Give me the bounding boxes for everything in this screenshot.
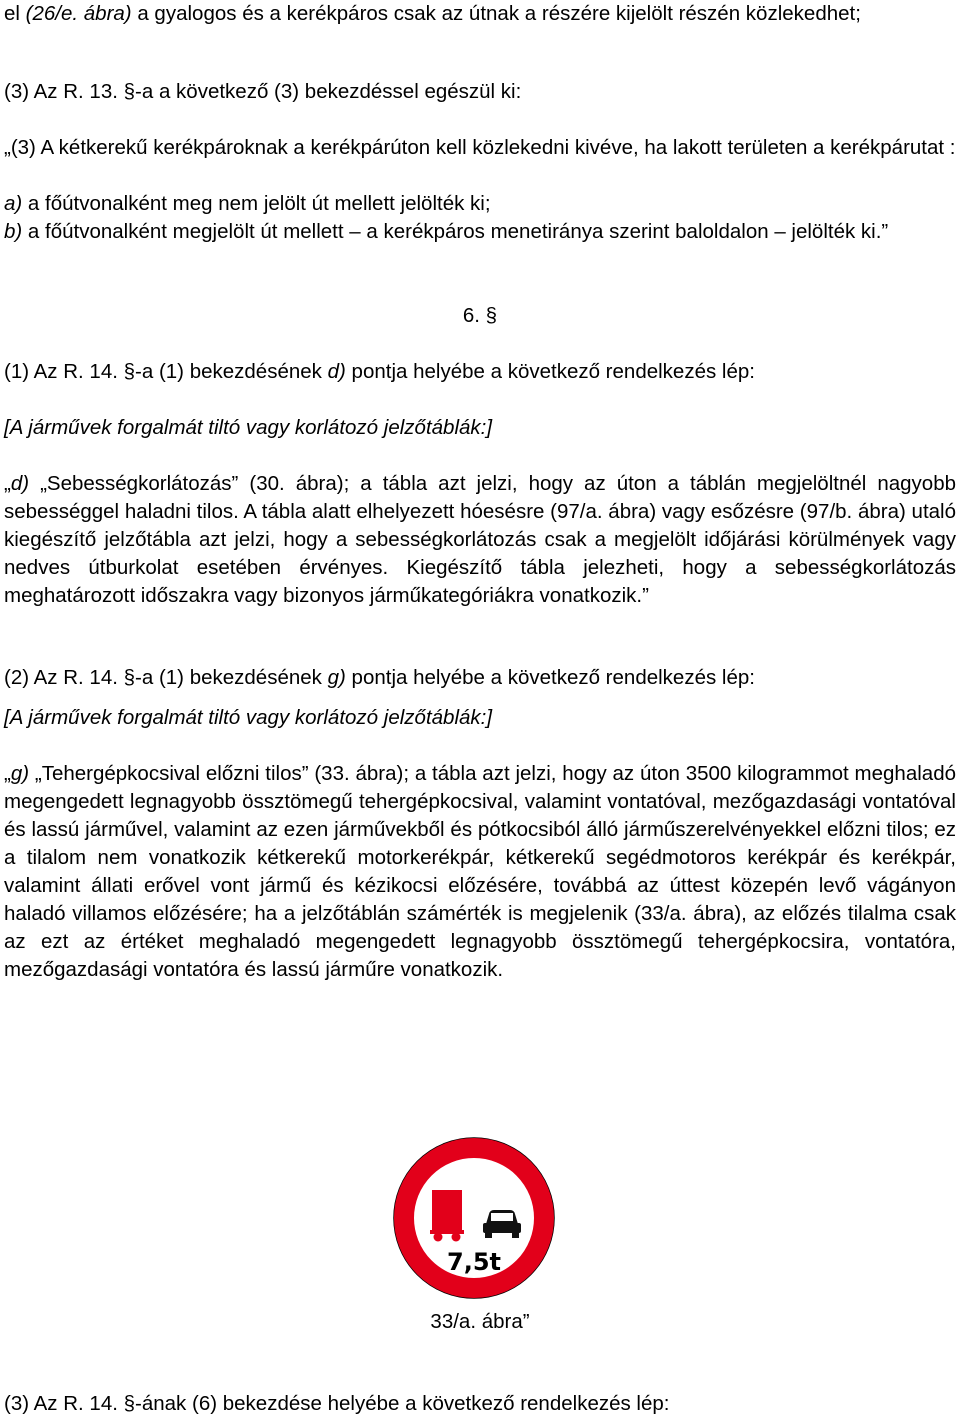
- paragraph-6-1: (1) Az R. 14. §-a (1) bekezdésének d) pontja helyébe a következő rendelkezés lép:: [4, 360, 755, 383]
- no-overtaking-trucks-sign: [388, 1132, 560, 1304]
- bracket-heading-1: [A járművek forgalmát tiltó vagy korlátozó jelzőtáblák:]: [4, 416, 493, 439]
- paragraph-6-3: (3) Az R. 14. §-ának (6) bekezdése helyébe a következő rendelkezés lép:: [4, 1392, 670, 1415]
- traffic-sign-icon: [388, 1132, 560, 1304]
- paragraph-continuation: el (26/e. ábra) a gyalogos és a kerékpáros csak az útnak a részére kijelölt részén közlekedhet;: [4, 2, 861, 25]
- paragraph-6-2: (2) Az R. 14. §-a (1) bekezdésének g) pontja helyébe a következő rendelkezés lép:: [4, 666, 755, 689]
- paragraph-speed-limit: „d) „Sebességkorlátozás” (30. ábra); a tábla azt jelzi, hogy az úton a táblán megjelöltnél nagyobb sebességgel haladni tilos. A tábla alatt elhelyezett hóesésre (97/a. ábra) vagy esőzésre (97/b. ábra) utaló kiegészítő jelzőtábla azt jelzi, hogy a sebességkorlátozás csak a megjelölt időjárási körülmények vagy nedves útburkolat esetében érvényes. Kiegészítő tábla jelezheti, hogy a sebességkorlátozás meghatározott időszakra vagy bizonyos járműkategóriákra vonatkozik.”: [4, 472, 956, 607]
- paragraph-amendment-13: (3) Az R. 13. §-a a következő (3) bekezdéssel egészül ki:: [4, 80, 522, 103]
- figure-caption: 33/a. ábra”: [430, 1310, 530, 1333]
- list-item-b: b) a főútvonalként megjelölt út mellett – a kerékpáros menetiránya szerint baloldalon – jelölték ki.”: [4, 220, 889, 243]
- paragraph-quote-3: „(3) A kétkerekű kerékpároknak a kerékpárúton kell közlekedni kivéve, ha lakott területen a kerékpárutat :: [4, 136, 956, 159]
- bracket-heading-2: [A járművek forgalmát tiltó vagy korlátozó jelzőtáblák:]: [4, 706, 493, 729]
- section-heading: 6. §: [462, 304, 498, 327]
- list-item-a: a) a főútvonalként meg nem jelölt út mellett jelölték ki;: [4, 192, 491, 215]
- sign-weight-label: 7,5t: [447, 1248, 501, 1276]
- paragraph-no-overtaking: „g) „Tehergépkocsival előzni tilos” (33. ábra); a tábla azt jelzi, hogy az úton 3500 kilogrammot meghaladó megengedett legnagyobb össztömegű tehergépkocsival, valamint vontatóval, mezőgazdasági vontatóval és lassú járművel, valamint az ezen járművekből és pótkocsiból álló járműszerelvényekkel előzni tilos; ez a tilalom nem vonatkozik kétkerekű motorkerékpár, kétkerekű segédmotoros kerékpár és kerékpár, valamint állati erővel vont jármű és kézikocsi előzésére, továbbá az úttest közepén levő vágányon haladó villamos előzésére; ha a jelzőtáblán számérték is megjelenik (33/a. ábra), az előzés tilalma csak az ezt az értéket meghaladó megengedett legnagyobb össztömegű tehergépkocsira, vontatóra, mezőgazdasági vontatóra és lassú járműre vonatkozik.: [4, 762, 956, 981]
- truck-icon: [430, 1190, 464, 1242]
